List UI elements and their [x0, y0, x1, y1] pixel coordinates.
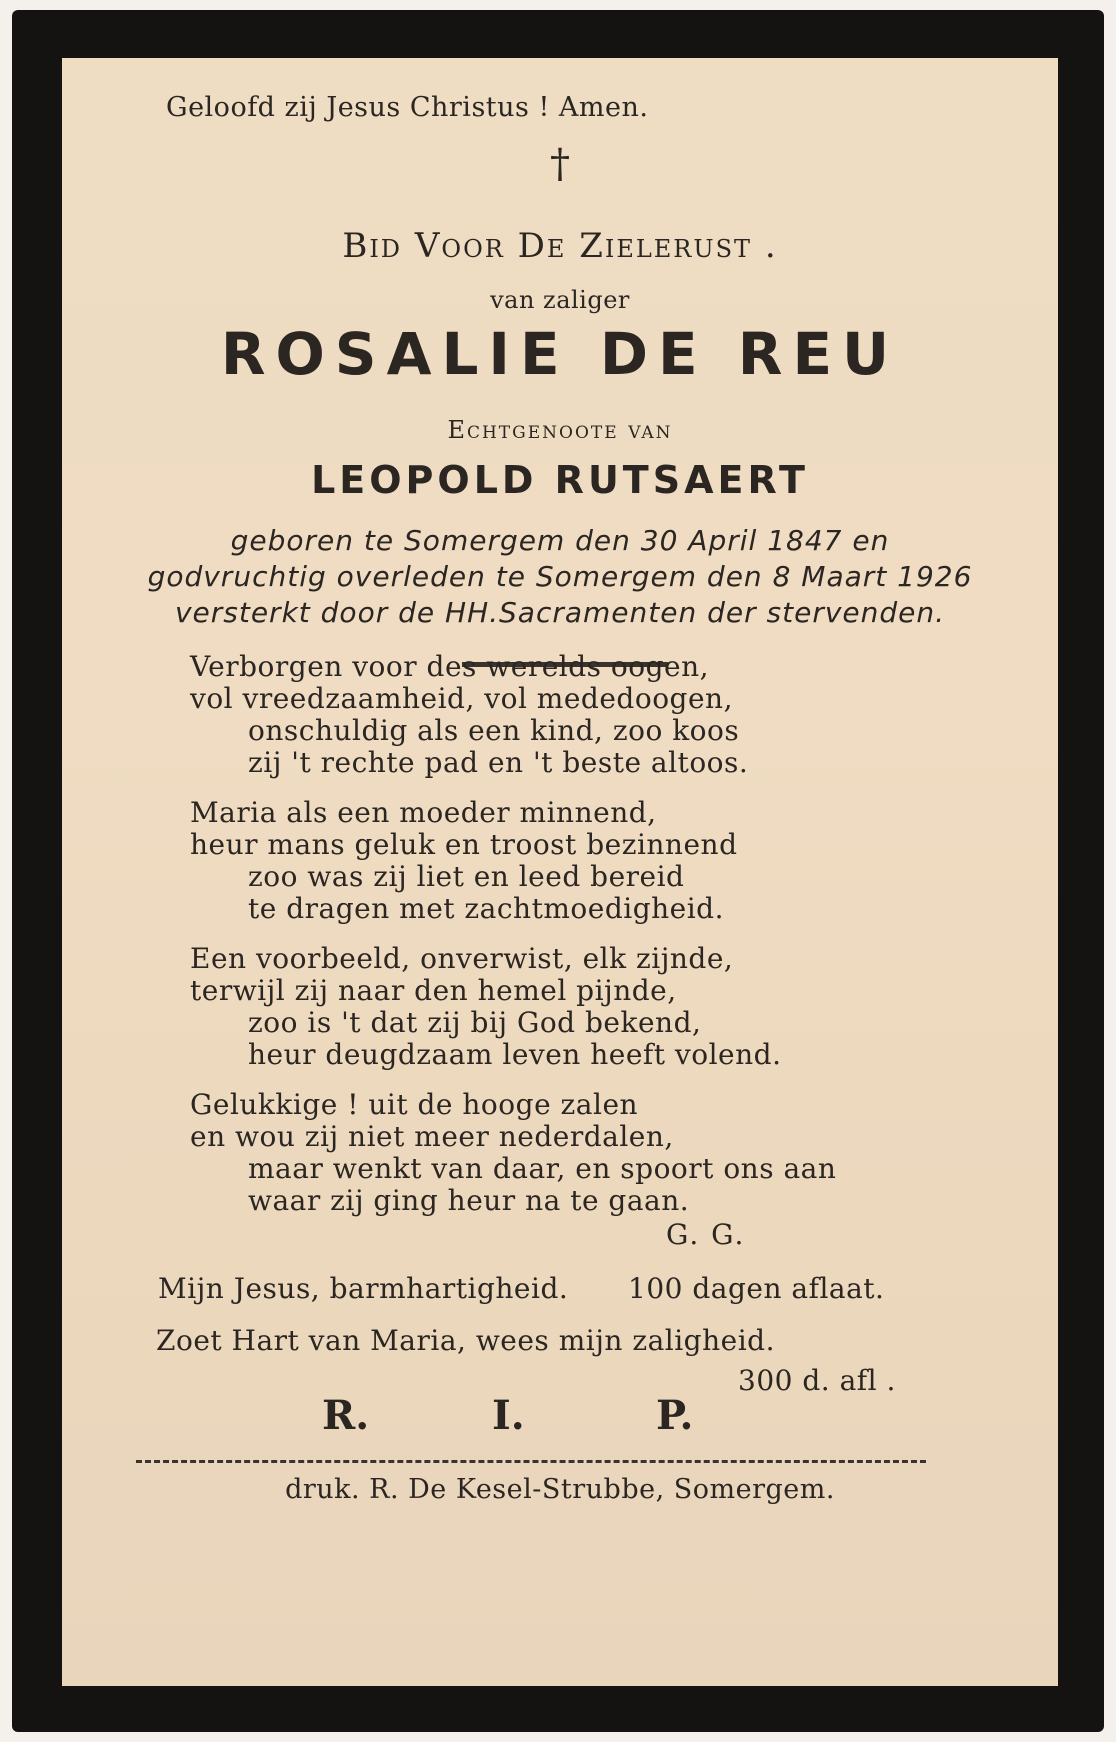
relation-label: Echtgenoote van [447, 416, 673, 444]
cross-icon: † [550, 141, 570, 187]
poem-line: heur deugdzaam leven heeft volend. [248, 1038, 782, 1071]
poem-line: zoo was zij liet en leed bereid [248, 860, 685, 893]
indulgence-300: 300 d. afl . [738, 1364, 896, 1397]
prayer-jesus: Mijn Jesus, barmhartigheid. [158, 1272, 569, 1305]
rip-letter-i: I. [492, 1392, 525, 1439]
prayer-maria: Zoet Hart van Maria, wees mijn zaligheid. [156, 1324, 775, 1357]
poem-line: Gelukkige ! uit de hooge zalen [190, 1088, 639, 1121]
poem-line: te dragen met zachtmoedigheid. [248, 892, 725, 925]
printer-imprint: druk. R. De Kesel-Strubbe, Somergem. [285, 1474, 835, 1505]
rip-letter-p: P. [656, 1392, 694, 1439]
poem-line: onschuldig als een kind, zoo koos [248, 714, 740, 747]
life-line-birth: geboren te Somergem den 30 April 1847 en [230, 524, 890, 557]
poem-line: vol vreedzaamheid, vol mededoogen, [190, 682, 733, 715]
dotted-divider [136, 1460, 926, 1463]
indulgence-100: 100 dagen aflaat. [628, 1272, 885, 1305]
poem-line: Maria als een moeder minnend, [190, 796, 657, 829]
poem-line: zij 't rechte pad en 't beste altoos. [248, 746, 749, 779]
poem-line: maar wenkt van daar, en spoort ons aan [248, 1152, 837, 1185]
deceased-name: ROSALIE DE REU [220, 320, 900, 388]
life-line-death: godvruchtig overleden te Somergem den 8 Maart 1926 [147, 560, 973, 593]
prayer-heading-text: Bid Voor De Zielerust [342, 226, 753, 266]
poem-line: Verborgen voor des werelds oogen, [190, 650, 710, 683]
life-line-sacraments: versterkt door de HH.Sacramenten der stervenden. [174, 596, 946, 629]
poem-line: waar zij ging heur na te gaan. [248, 1184, 690, 1217]
memorial-card [12, 10, 1104, 1732]
prayer-heading [62, 226, 1058, 266]
poem-signature: G. G. [666, 1218, 746, 1251]
prayer-heading-dot: . [764, 226, 778, 266]
poem-line: zoo is 't dat zij bij God bekend, [248, 1006, 702, 1039]
poem-line: Een voorbeeld, onverwist, elk zijnde, [190, 942, 734, 975]
poem-line: terwijl zij naar den hemel pijnde, [190, 974, 677, 1007]
poem-line: heur mans geluk en troost bezinnend [190, 828, 738, 861]
spouse-name: LEOPOLD RUTSAERT [311, 458, 809, 502]
header-invocation: Geloofd zij Jesus Christus ! Amen. [166, 92, 649, 123]
rip-letter-r: R. [322, 1392, 370, 1439]
card-paper [62, 58, 1058, 1686]
poem-line: en wou zij niet meer nederdalen, [190, 1120, 674, 1153]
subheading: van zaliger [490, 286, 630, 314]
